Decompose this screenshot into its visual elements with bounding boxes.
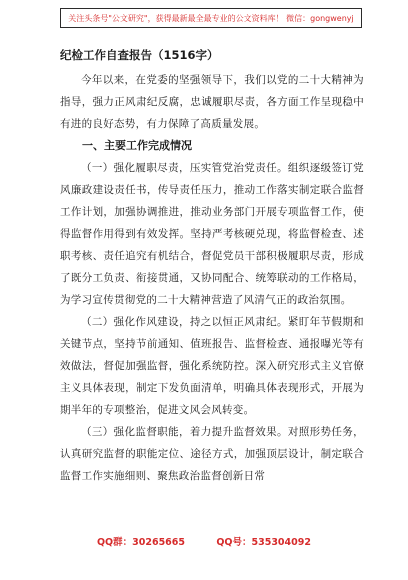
- document-title: 纪检工作自查报告（1516字）: [60, 48, 219, 62]
- promo-banner: 关注头条号"公文研究"，获得最新最全最专业的公文资料库！ 微信：gongwenyj: [60, 8, 362, 28]
- contact-footer: [0, 534, 408, 548]
- intro-paragraph: 今年以来，在党委的坚强领导下，我们以党的二十大精神为指导，强力正风肃纪反腐，忠诚履职尽责，各方面工作呈现稳中有进的良好态势，有力保障了高质量发展。: [60, 74, 364, 130]
- qq-group: QQ群：30265665: [96, 537, 186, 548]
- paragraph-supervision: （三）强化监督职能，着力提升监督效果。对照形势任务，认真研究监督的职能定位、途径方式，加强顶层设计，制定联合监督工作实施细则、聚焦政治监督创新日常: [60, 426, 364, 482]
- qq-number: QQ号：535304092: [216, 537, 311, 548]
- section-heading: 一、主要工作完成情况: [82, 139, 192, 152]
- paragraph-style: （二）强化作风建设，持之以恒正风肃纪。紧盯年节假期和关键节点，坚持节前通知、值班报告、监督检查、通报曝光等有效做法，督促加强监督，强化系统防控。深入研究形式主义官僚主义具体表现，制定下发负面清单，明确具体表现形式，开展为期半年的专项整治，促进文风会风转变。: [60, 316, 364, 416]
- document-body: [60, 47, 364, 487]
- paragraph-duty: （一）强化履职尽责，压实管党治党责任。组织逐级签订党风廉政建设责任书，传导责任压力，推动工作落实制定联合监督工作计划，加强协调推进，推动业务部门开展专项监督工作，使得监督作用得到有效发挥。坚持严考核硬兑现，将监督检查、述职考核、责任追究有机结合，督促党员干部积极履职尽责，形成了既分工负责、衔接贯通，又协同配合、统筹联动的工作格局，为学习宣传贯彻党的二十大精神营造了风清气正的政治氛围。: [60, 162, 364, 306]
